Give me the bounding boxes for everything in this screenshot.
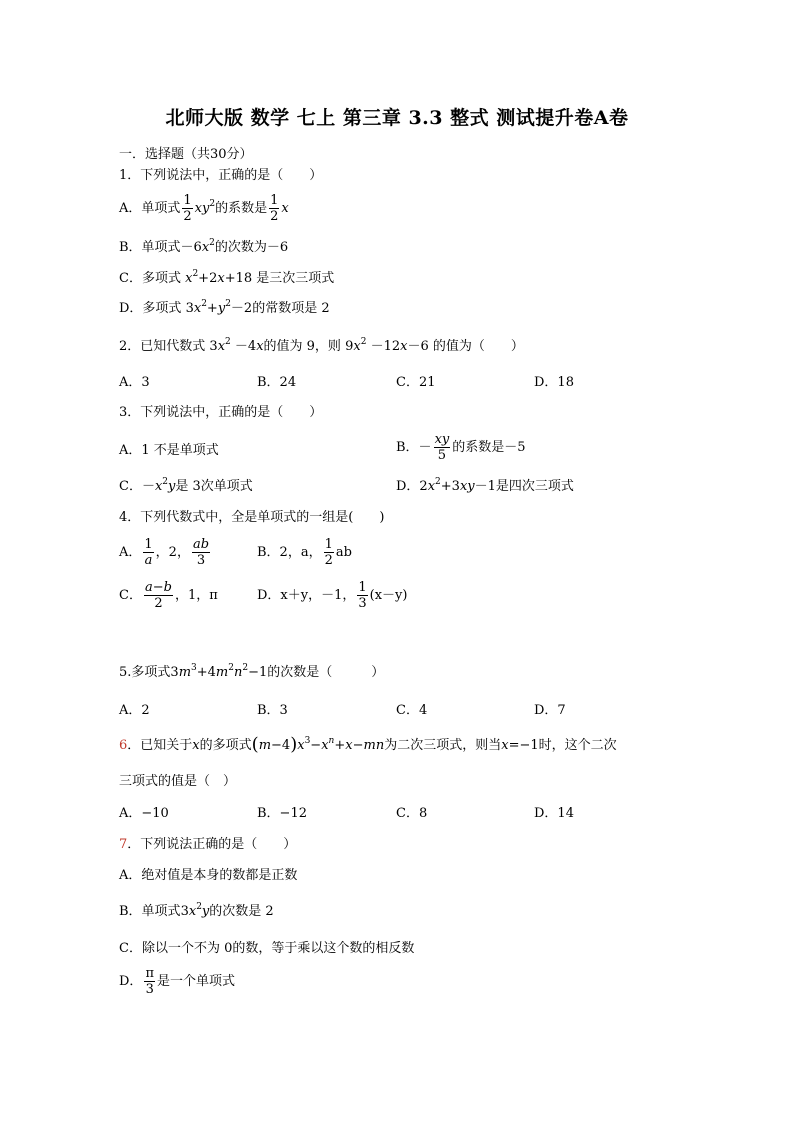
question-1-stem: 1．下列说法中，正确的是（ ）: [119, 168, 323, 183]
section-heading: 一．选择题（共30分）: [119, 147, 253, 162]
question-6-number: 6: [119, 738, 128, 753]
question-3-option-c: C．$-x^2y$是 3次单项式: [119, 477, 253, 494]
question-4-stem: 4．下列代数式中，全是单项式的一组是( ): [119, 510, 385, 525]
question-3-option-b: B．－ $\frac{xy}{5}$ 的系数是－5: [396, 432, 526, 463]
fraction: $\frac{1}{2}$: [270, 193, 279, 224]
question-1-option-a: A．单项式 $\frac{1}{2}$ $xy^2$的系数是 $\frac{1}{2}$ x: [119, 193, 289, 224]
question-4-option-a: A． $\frac{1}{a}$ ，2， $\frac{ab}{3}$: [119, 537, 210, 568]
question-5-option-c: C．4: [396, 703, 428, 718]
question-6-stem: 6．已知关于x的多项式$(m-4)x^3-x^n+x-mn$为二次三项式，则当x=−1时，这个二次: [119, 734, 617, 755]
fraction: $\frac{ab}{3}$: [192, 537, 210, 568]
question-5-option-a: A．2: [119, 703, 150, 718]
question-6-stem-line2: 三项式的值是（ ）: [119, 774, 237, 789]
question-5-stem: 5.多项式$3m^3+4m^2n^2-1$的次数是（ ）: [119, 663, 385, 680]
question-3-option-d: D．$2x^2+3xy-1$是四次三项式: [396, 477, 574, 494]
question-5-option-b: B．3: [257, 703, 288, 718]
question-7-option-a: A．绝对值是本身的数都是正数: [119, 868, 298, 883]
question-4-option-b: B．2，a， $\frac{1}{2}$ ab: [257, 537, 352, 568]
question-2-option-a: A．3: [119, 375, 150, 390]
fraction: $\frac{1}{3}$: [358, 580, 367, 611]
question-1-option-b: B．单项式$-6x^2$的次数为－6: [119, 238, 289, 255]
question-5-option-d: D．7: [534, 703, 566, 718]
question-7-option-c: C．除以一个不为 0的数，等于乘以这个数的相反数: [119, 941, 415, 956]
fraction: $\frac{1}{2}$: [183, 193, 192, 224]
fraction: $\frac{1}{a}$: [144, 537, 153, 568]
question-4-option-c: C． $\frac{a-b}{2}$ ，1，π: [119, 580, 218, 611]
question-2-option-b: B．24: [257, 375, 297, 390]
question-6-option-c: C．8: [396, 806, 428, 821]
question-3-stem: 3．下列说法中，正确的是（ ）: [119, 405, 323, 420]
question-2-option-c: C．21: [396, 375, 436, 390]
question-7-option-b: B．单项式$3x^2y$的次数是 2: [119, 902, 274, 919]
question-6-option-d: D．14: [534, 806, 574, 821]
fraction: $\frac{a-b}{2}$: [144, 580, 172, 611]
question-6-option-a: A．−10: [119, 806, 169, 821]
question-2-option-d: D．18: [534, 375, 574, 390]
question-1-option-c: C．多项式 $x^2+2x+18$ 是三次三项式: [119, 269, 335, 286]
question-3-option-a: A．1 不是单项式: [119, 443, 219, 458]
fraction: $\frac{\pi}{3}$: [145, 966, 154, 997]
page-title: 北师大版 数学 七上 第三章 3.3 整式 测试提升卷A卷: [165, 107, 629, 129]
fraction: $\frac{xy}{5}$: [434, 432, 450, 463]
question-7-stem: 7．下列说法正确的是（ ）: [119, 837, 297, 852]
question-1-option-d: D．多项式 $3x^2+y^2-2$的常数项是 2: [119, 299, 330, 316]
question-7-number: 7: [119, 837, 128, 852]
question-6-option-b: B．−12: [257, 806, 307, 821]
question-2-stem: 2．已知代数式 $3x^2 -4x$的值为 9，则 $9x^2 -12x-6$ 的值为（ ）: [119, 337, 524, 354]
question-4-option-d: D．x＋y，－1， $\frac{1}{3}$ (x－y): [257, 580, 408, 611]
question-7-option-d: D． $\frac{\pi}{3}$ 是一个单项式: [119, 966, 235, 997]
fraction: $\frac{1}{2}$: [324, 537, 333, 568]
